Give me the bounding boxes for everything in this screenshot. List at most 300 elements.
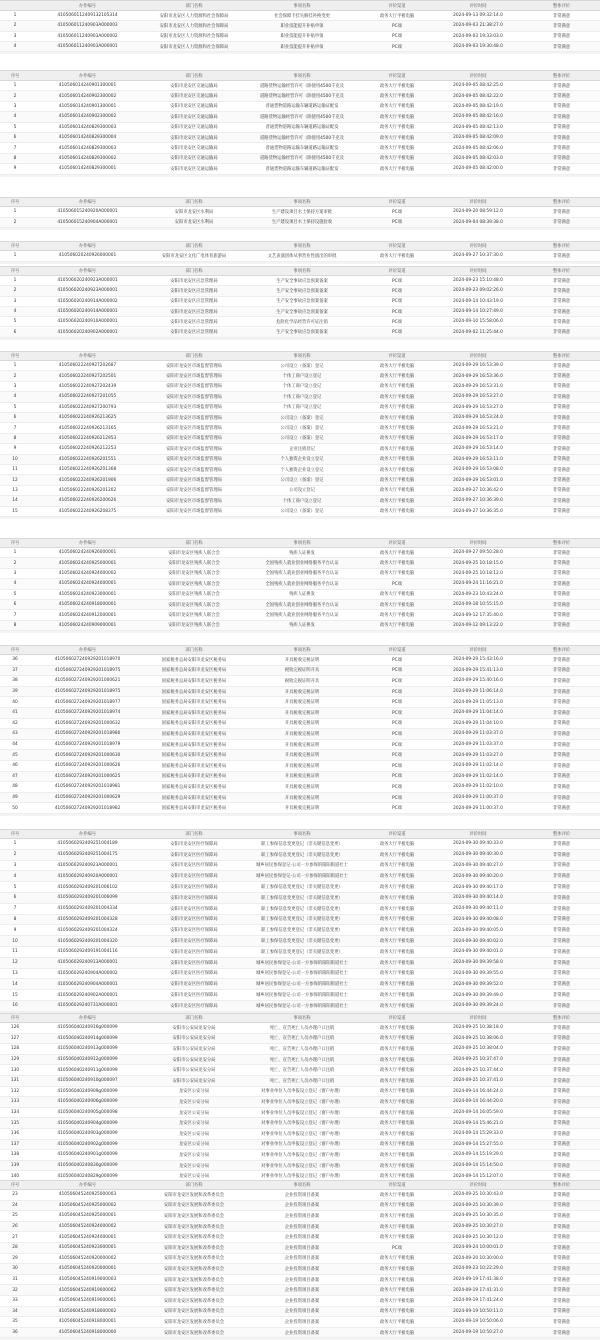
evaluation-table — [0, 241, 600, 262]
table-row — [0, 925, 600, 936]
table-row — [0, 21, 600, 31]
cell-item-name: 个人独资企业设立登记 — [280, 457, 324, 463]
cell-overall: 非常满意 — [552, 1203, 571, 1209]
cell-item-name: 对事业单位人员申报设立登记（窗户办理） — [261, 1174, 343, 1180]
section-divider — [0, 52, 600, 54]
cell-serial: 7 — [13, 145, 17, 151]
cell-serial: 126 — [10, 1025, 20, 1031]
cell-channel: 政务大厅平板电脑 — [379, 561, 415, 567]
cell-channel: 政务大厅平板电脑 — [379, 993, 415, 999]
header-eval-time: 评价时间 — [469, 200, 487, 205]
cell-overall: 非常满意 — [552, 592, 571, 598]
header-eval-time: 评价时间 — [469, 541, 487, 546]
cell-channel: PC端 — [392, 763, 402, 769]
table-header-row — [0, 1013, 600, 1023]
cell-department: 国家税务总局安阳市龙安区税务局 — [161, 731, 227, 737]
cell-serial: 134 — [10, 1110, 20, 1116]
cell-case-id: 410506014240902300002 — [58, 114, 117, 120]
cell-channel: 政务大厅平板电脑 — [379, 1142, 415, 1148]
header-case-id: 办件编号 — [78, 1183, 97, 1188]
cell-eval-time: 2024-09-29 16:53:31.0 — [453, 383, 503, 389]
cell-channel: 政务大厅平板电脑 — [379, 1266, 415, 1272]
table-header-row — [0, 266, 600, 276]
cell-serial: 11 — [12, 467, 18, 473]
cell-serial: 35 — [12, 1319, 18, 1325]
cell-eval-time: 2024-09-05 08:42:19.0 — [453, 103, 503, 109]
cell-case-id: 410506029240920100609​9 — [57, 895, 118, 901]
header-item-name: 事项名称 — [293, 200, 311, 205]
table-row — [0, 507, 600, 517]
cell-overall: 非常满意 — [552, 114, 571, 120]
cell-channel: 政务大厅平板电脑 — [379, 971, 415, 977]
cell-department: 国家税务总局安阳市龙安区税务局 — [161, 774, 227, 780]
table-row — [0, 1328, 600, 1339]
cell-serial: 9 — [13, 166, 17, 172]
table-row — [0, 123, 600, 133]
table-row — [0, 740, 600, 751]
cell-overall: 非常满意 — [552, 288, 571, 294]
cell-eval-time: 2024-09-14 10:27:49.0 — [453, 309, 503, 315]
table-row — [0, 91, 600, 101]
cell-channel: 政务大厅平板电脑 — [379, 613, 415, 619]
cell-case-id: 410506045240919000002 — [58, 1287, 117, 1293]
table-row — [0, 286, 600, 296]
cell-eval-time: 2024-09-25 10:37:44.0 — [453, 1067, 503, 1073]
cell-item-name: 城乡居民参保登记-公司一方参保的阳阳街道社士 — [256, 874, 348, 880]
cell-case-id: 410506045240924000001 — [58, 1234, 117, 1240]
cell-item-name: 企业投资项目备案 — [284, 1235, 320, 1241]
cell-eval-time: 2024-09-27 10:37:30.0 — [453, 253, 503, 259]
cell-serial: 8 — [13, 155, 17, 161]
cell-serial: 139 — [10, 1163, 20, 1169]
cell-overall: 非常满意 — [552, 1298, 571, 1304]
table-row — [0, 465, 600, 475]
table-row — [0, 455, 600, 465]
cell-item-name: 城乡居民参保登记-公司一方参保的阳阳街道社士 — [256, 993, 348, 999]
cell-item-name: 公司设立（备案）登记 — [280, 426, 324, 432]
cell-overall: 非常满意 — [552, 613, 571, 619]
cell-serial: 1 — [13, 278, 17, 284]
cell-department: 安阳市龙安区市场监督管理局 — [166, 363, 222, 369]
cell-eval-time: 2024-09-05 08:42:09.0 — [453, 135, 503, 141]
cell-item-name: 开具税收完税证明 — [284, 689, 320, 695]
table-row — [0, 1044, 600, 1055]
cell-channel: 政务大厅平板电脑 — [379, 1025, 415, 1031]
cell-channel: PC端 — [392, 330, 402, 336]
cell-overall: 非常满意 — [552, 763, 571, 769]
cell-case-id: 410506040240901g000099 — [57, 1152, 118, 1158]
cell-item-name: 生产安全事故应急预案备案 — [276, 288, 328, 294]
cell-overall: 非常满意 — [552, 928, 571, 934]
cell-overall: 非常满意 — [552, 125, 571, 131]
table-row — [0, 558, 600, 568]
cell-item-name: 死亡、宣告死亡人员办理户口注销 — [269, 1046, 335, 1052]
cell-case-id: 410506022240926213625 — [58, 415, 117, 421]
header-channel: 评价渠道 — [388, 832, 406, 837]
header-item-name: 事项名称 — [293, 541, 311, 546]
cell-item-name: 职业技能提升补贴申领 — [280, 44, 324, 50]
cell-eval-time: 2024-09-14 16:44:20.0 — [453, 1099, 503, 1105]
cell-eval-time: 2024-09-05 08:42:16.0 — [453, 114, 503, 120]
cell-item-name: 职工参保信息变更登记（非关键信息变更） — [261, 949, 343, 955]
cell-eval-time: 2024-09-29 16:53:11.0 — [453, 456, 503, 462]
cell-department: 安阳市龙安区市场监督管理局 — [166, 374, 222, 380]
cell-case-id: 410506040240829g000099 — [57, 1173, 118, 1179]
cell-overall: 非常满意 — [552, 852, 571, 858]
cell-channel: PC端 — [392, 288, 402, 294]
cell-case-id: 410506045240925000002 — [58, 1202, 117, 1208]
header-item-name: 事项名称 — [293, 832, 311, 837]
table-row — [0, 1275, 600, 1286]
cell-item-name: 开具税收完税证明 — [284, 731, 320, 737]
header-eval-time: 评价时间 — [469, 269, 487, 274]
cell-channel: 政务大厅平板电脑 — [379, 1110, 415, 1116]
cell-department: 国家税务总局安阳市龙安区税务局 — [161, 678, 227, 684]
cell-overall: 非常满意 — [552, 1099, 571, 1105]
cell-overall: 非常满意 — [552, 581, 571, 587]
cell-department: 龙安区公安分局 — [178, 1089, 210, 1095]
cell-channel: 政务大厅平板电脑 — [379, 1309, 415, 1315]
header-channel: 评价渠道 — [388, 200, 406, 205]
evaluation-table — [0, 1180, 600, 1338]
cell-overall: 非常满意 — [552, 960, 571, 966]
cell-serial: 129 — [10, 1057, 20, 1063]
cell-serial: 5 — [13, 124, 17, 130]
cell-channel: 政务大厅平板电脑 — [379, 1277, 415, 1283]
cell-channel: PC端 — [392, 319, 402, 325]
cell-item-name: 对事业单位人员申报设立登记（窗户办理） — [261, 1163, 343, 1169]
cell-case-id: 410506045240918000000 — [58, 1330, 117, 1336]
cell-overall: 非常满意 — [552, 488, 571, 494]
cell-overall: 非常满意 — [552, 498, 571, 504]
cell-overall: 非常满意 — [552, 917, 571, 923]
cell-department: 国家税务总局安阳市龙安区税务局 — [161, 710, 227, 716]
cell-eval-time: 2024-09-05 08:42:06.0 — [453, 145, 503, 151]
cell-case-id: 410506029240919100411​6 — [57, 949, 118, 955]
cell-case-id: 410506040240905g000098 — [57, 1110, 118, 1116]
cell-department: 国家税务总局安阳市龙安区税务局 — [161, 721, 227, 727]
cell-overall: 非常满意 — [552, 1192, 571, 1198]
cell-eval-time: 2024-09-30 09:40:14.0 — [453, 895, 503, 901]
header-department: 部门名称 — [185, 1183, 203, 1188]
cell-case-id: 410506022240926201368 — [58, 467, 117, 473]
table-row — [0, 42, 600, 52]
cell-item-name: 文艺表演团体从事营业性演出的审批 — [267, 253, 337, 259]
cell-serial: 39 — [12, 689, 18, 695]
table-row — [0, 1140, 600, 1151]
cell-channel: 政务大厅平板电脑 — [379, 384, 415, 390]
header-channel: 评价渠道 — [388, 541, 406, 546]
cell-channel: 政务大厅平板电脑 — [379, 1152, 415, 1158]
cell-department: 龙安区公安分局 — [178, 1163, 210, 1169]
cell-channel: 政务大厅平板电脑 — [379, 960, 415, 966]
evaluation-table — [0, 829, 600, 1012]
cell-overall: 非常满意 — [552, 319, 571, 325]
cell-serial: 6 — [13, 415, 17, 421]
cell-case-id: 410506040240906g000099 — [57, 1099, 118, 1105]
cell-item-name: 生产建设项目水土保持方案审批 — [271, 209, 333, 215]
table-row — [0, 328, 600, 338]
cell-department: 安阳市龙安区医疗保障局 — [170, 971, 218, 977]
cell-department: 安阳市公安局龙安分局 — [172, 1036, 216, 1042]
cell-channel: 政务大厅平板电脑 — [379, 488, 415, 494]
cell-serial: 27 — [12, 1234, 18, 1240]
cell-eval-time: 2024-09-29 16:53:14.0 — [453, 446, 503, 452]
cell-serial: 4 — [13, 581, 17, 587]
cell-channel: 政务大厅平板电脑 — [379, 1235, 415, 1241]
cell-channel: 政务大厅平板电脑 — [379, 602, 415, 608]
cell-department: 安阳市龙安区医疗保障局 — [170, 1003, 218, 1009]
table-row — [0, 979, 600, 990]
cell-item-name: 职工参保信息变更登记（非关键信息变更） — [261, 841, 343, 847]
cell-case-id: 410506045240923000001 — [58, 1245, 117, 1251]
cell-case-id: 410506027240929201018981 — [54, 784, 121, 790]
table-row — [0, 164, 600, 174]
table-row — [0, 861, 600, 872]
table-row — [0, 1118, 600, 1129]
cell-eval-time: 2024-09-30 09:40:08.0 — [453, 916, 503, 922]
cell-channel: 政务大厅平板电脑 — [379, 1131, 415, 1137]
table-row — [0, 297, 600, 307]
cell-eval-time: 2024-09-24 10:00:01.0 — [453, 1245, 503, 1251]
cell-eval-time: 2024-09-29 16:53:21.0 — [453, 425, 503, 431]
section-divider — [0, 631, 600, 633]
cell-department: 安阳市龙安区市场监督管理局 — [166, 446, 222, 452]
cell-overall: 非常满意 — [552, 949, 571, 955]
cell-case-id: 410506027240929201018982 — [54, 805, 121, 811]
cell-item-name: 税收完税证明开具 — [284, 678, 320, 684]
header-serial: 序号 — [10, 1183, 20, 1188]
table-row — [0, 1232, 600, 1243]
cell-overall: 非常满意 — [552, 895, 571, 901]
cell-item-name: 企业投资项目备案 — [284, 1224, 320, 1230]
cell-overall: 非常满意 — [552, 1309, 571, 1315]
cell-channel: 政务大厅平板电脑 — [379, 1174, 415, 1180]
cell-channel: 政务大厅平板电脑 — [379, 928, 415, 934]
cell-channel: PC端 — [392, 795, 402, 801]
cell-department: 安阳市龙安区市场监督管理局 — [166, 405, 222, 411]
cell-department: 龙安区公安分局 — [178, 1099, 210, 1105]
cell-channel: 政务大厅平板电脑 — [379, 1003, 415, 1009]
header-eval-time: 评价时间 — [469, 244, 487, 249]
cell-overall: 非常满意 — [552, 742, 571, 748]
cell-department: 安阳市龙安区残疾人联合会 — [168, 613, 220, 619]
cell-department: 安阳市公安局龙安分局 — [172, 1046, 216, 1052]
cell-item-name: 企业投资项目备案 — [284, 1213, 320, 1219]
cell-department: 安阳市龙安区医疗保障局 — [170, 917, 218, 923]
evaluation-table — [0, 0, 600, 52]
cell-serial: 30 — [12, 1266, 18, 1272]
cell-department: 安阳市龙安区残疾人联合会 — [168, 623, 220, 629]
cell-eval-time: 2024-09-14 16:05:59.0 — [453, 1110, 503, 1116]
cell-overall: 非常满意 — [552, 1046, 571, 1052]
cell-serial: 49 — [12, 795, 18, 801]
cell-case-id: 410506045240920000001 — [58, 1266, 117, 1272]
cell-department: 安阳市龙安区残疾人联合会 — [168, 602, 220, 608]
cell-channel: 政务大厅平板电脑 — [379, 874, 415, 880]
cell-department: 安阳市龙安区市场监督管理局 — [166, 436, 222, 442]
cell-eval-time: 2024-09-30 09:40:01.0 — [453, 949, 503, 955]
cell-serial: 24 — [12, 1202, 18, 1208]
cell-overall: 非常满意 — [552, 467, 571, 473]
cell-eval-time: 2024-09-05 08:42:25.0 — [453, 83, 503, 89]
table-row — [0, 750, 600, 761]
cell-eval-time: 2024-09-05 08:42:13.0 — [453, 124, 503, 130]
header-eval-time: 评价时间 — [469, 73, 487, 79]
cell-case-id: 410506029240904A000001 — [57, 981, 118, 987]
cell-overall: 非常满意 — [552, 1036, 571, 1042]
cell-channel: PC端 — [392, 689, 402, 695]
cell-department: 安阳市龙安区交通运输局 — [170, 146, 218, 152]
cell-department: 安阳市龙安区交通运输局 — [170, 156, 218, 162]
cell-serial: 3 — [13, 298, 17, 304]
cell-department: 安阳市龙安区应急管理局 — [170, 319, 218, 325]
cell-eval-time: 2024-09-14 15:27:55.0 — [453, 1141, 503, 1147]
cell-case-id: 410506014240829300001 — [58, 166, 117, 172]
cell-department: 安阳市公安局龙安分局 — [172, 1078, 216, 1084]
header-department: 部门名称 — [185, 832, 203, 837]
cell-case-id: 410506024240924000001 — [58, 581, 117, 587]
cell-overall: 非常满意 — [552, 1277, 571, 1283]
cell-department: 国家税务总局安阳市龙安区税务局 — [161, 795, 227, 801]
cell-case-id: 410506022240926201906 — [58, 477, 117, 483]
cell-case-id: 410506024240909000001 — [58, 622, 117, 628]
cell-case-id: 410506020240914A000002 — [57, 298, 118, 304]
cell-item-name: 死亡、宣告死亡人员办理户口注销 — [269, 1025, 335, 1031]
header-overall: 整体评价 — [552, 73, 571, 79]
cell-serial: 8 — [13, 622, 17, 628]
table-row — [0, 839, 600, 850]
cell-channel: 政务大厅平板电脑 — [379, 83, 415, 89]
cell-channel: PC端 — [392, 34, 402, 40]
cell-department: 安阳市龙安区交通运输局 — [170, 104, 218, 110]
cell-channel: 政务大厅平板电脑 — [379, 949, 415, 955]
cell-serial: 2 — [13, 852, 17, 858]
table-row — [0, 958, 600, 969]
cell-department: 安阳市龙安区残疾人联合会 — [168, 581, 220, 587]
cell-eval-time: 2024-09-29 11:02:10.0 — [453, 784, 503, 790]
cell-department: 安阳市龙安区医疗保障局 — [170, 874, 218, 880]
cell-overall: 非常满意 — [552, 1256, 571, 1262]
header-eval-time: 评价时间 — [469, 3, 487, 9]
cell-item-name: 死亡、宣告死亡人员办理户口注销 — [269, 1068, 335, 1074]
cell-serial: 46 — [12, 763, 18, 769]
cell-case-id: 410506022240926200626 — [58, 498, 117, 504]
cell-item-name: 公司设立（备案）登记 — [280, 363, 324, 369]
header-serial: 序号 — [10, 73, 20, 79]
cell-case-id: 410506024240923000001 — [58, 591, 117, 597]
cell-case-id: 410506027240929201000625 — [54, 773, 121, 779]
cell-channel: 政务大厅平板电脑 — [379, 571, 415, 577]
cell-overall: 非常满意 — [552, 299, 571, 305]
cell-item-name: 生产安全事故应急预案备案 — [276, 330, 328, 336]
table-row — [0, 729, 600, 740]
cell-department: 安阳市龙安区医疗保障局 — [170, 928, 218, 934]
table-row — [0, 803, 600, 814]
cell-serial: 41 — [12, 710, 18, 716]
cell-item-name: 全国残疾人就业创业网络服务平台认证 — [265, 561, 339, 567]
cell-channel: 政务大厅平板电脑 — [379, 1163, 415, 1169]
cell-channel: 政务大厅平板电脑 — [379, 415, 415, 421]
cell-overall: 非常满意 — [552, 1142, 571, 1148]
cell-case-id: 410506045240925000001 — [58, 1213, 117, 1219]
table-header-row — [0, 829, 600, 839]
section-divider — [0, 338, 600, 340]
cell-serial: 14 — [12, 981, 18, 987]
cell-department: 国家税务总局安阳市龙安区税务局 — [161, 784, 227, 790]
header-eval-time: 评价时间 — [469, 354, 487, 359]
cell-overall: 非常满意 — [552, 841, 571, 847]
header-overall: 整体评价 — [552, 832, 571, 837]
cell-case-id: 410506029240913A000001 — [57, 960, 118, 966]
cell-serial: 10 — [12, 938, 18, 944]
cell-channel: 政务大厅平板电脑 — [379, 253, 415, 259]
cell-channel: 政务大厅平板电脑 — [379, 1288, 415, 1294]
cell-item-name: 道路货物运输经营许可（除使用4500千克及 — [260, 83, 344, 89]
cell-channel: PC端 — [392, 721, 402, 727]
cell-overall: 非常满意 — [552, 885, 571, 891]
cell-department: 安阳市龙安区应急管理局 — [170, 330, 218, 336]
header-overall: 整体评价 — [552, 1183, 571, 1188]
cell-overall: 非常满意 — [552, 1089, 571, 1095]
table-row — [0, 475, 600, 485]
evaluation-table — [0, 70, 600, 175]
cell-item-name: 死亡、宣告死亡人员办理户口注销 — [269, 1057, 335, 1063]
cell-channel: 政务大厅平板电脑 — [379, 1330, 415, 1336]
header-overall: 整体评价 — [552, 354, 571, 359]
header-overall: 整体评价 — [552, 1016, 571, 1021]
header-case-id: 办件编号 — [78, 200, 97, 205]
cell-case-id: 410506029240920100432​4 — [57, 927, 118, 933]
cell-department: 安阳市龙安区发展和改革委员会 — [163, 1192, 225, 1198]
cell-overall: 非常满意 — [552, 83, 571, 89]
evaluation-table — [0, 538, 600, 631]
cell-item-name: 开具税收完税证明 — [284, 763, 320, 769]
cell-case-id: 410506014240902300002 — [58, 93, 117, 99]
cell-overall: 非常满意 — [552, 700, 571, 706]
cell-item-name: 职工参保信息变更登记（非关键信息变更） — [261, 939, 343, 945]
table-row — [0, 276, 600, 286]
cell-serial: 32 — [12, 1287, 18, 1293]
table-header-row — [0, 351, 600, 361]
cell-item-name: 开具税收完税证明 — [284, 784, 320, 790]
table-header-row — [0, 197, 600, 207]
cell-serial: 36 — [12, 657, 18, 663]
cell-channel: 政务大厅平板电脑 — [379, 1203, 415, 1209]
cell-eval-time: 2024-09-29 16:53:01.0 — [453, 477, 503, 483]
cell-overall: 非常满意 — [552, 784, 571, 790]
cell-serial: 2 — [13, 23, 17, 29]
cell-item-name: 生产安全事故应急预案备案 — [276, 278, 328, 284]
header-department: 部门名称 — [185, 269, 203, 274]
table-row — [0, 1201, 600, 1212]
cell-eval-time: 2024-09-30 09:40:02.0 — [453, 938, 503, 944]
table-row — [0, 590, 600, 600]
cell-serial: 138 — [10, 1152, 20, 1158]
table-row — [0, 904, 600, 915]
cell-case-id: 410506011240903A000003 — [57, 23, 118, 29]
cell-eval-time: 2024-09-23 09:02:26.0 — [453, 288, 503, 294]
table-row — [0, 444, 600, 454]
cell-case-id: 410506040240903g000099 — [57, 1131, 118, 1137]
table-row — [0, 947, 600, 958]
cell-channel: 政务大厅平板电脑 — [379, 509, 415, 515]
cell-channel: 政务大厅平板电脑 — [379, 1192, 415, 1198]
cell-overall: 非常满意 — [552, 309, 571, 315]
cell-serial: 3 — [13, 570, 17, 576]
cell-case-id: 410506027240929201018980 — [54, 731, 121, 737]
table-header-row — [0, 241, 600, 251]
